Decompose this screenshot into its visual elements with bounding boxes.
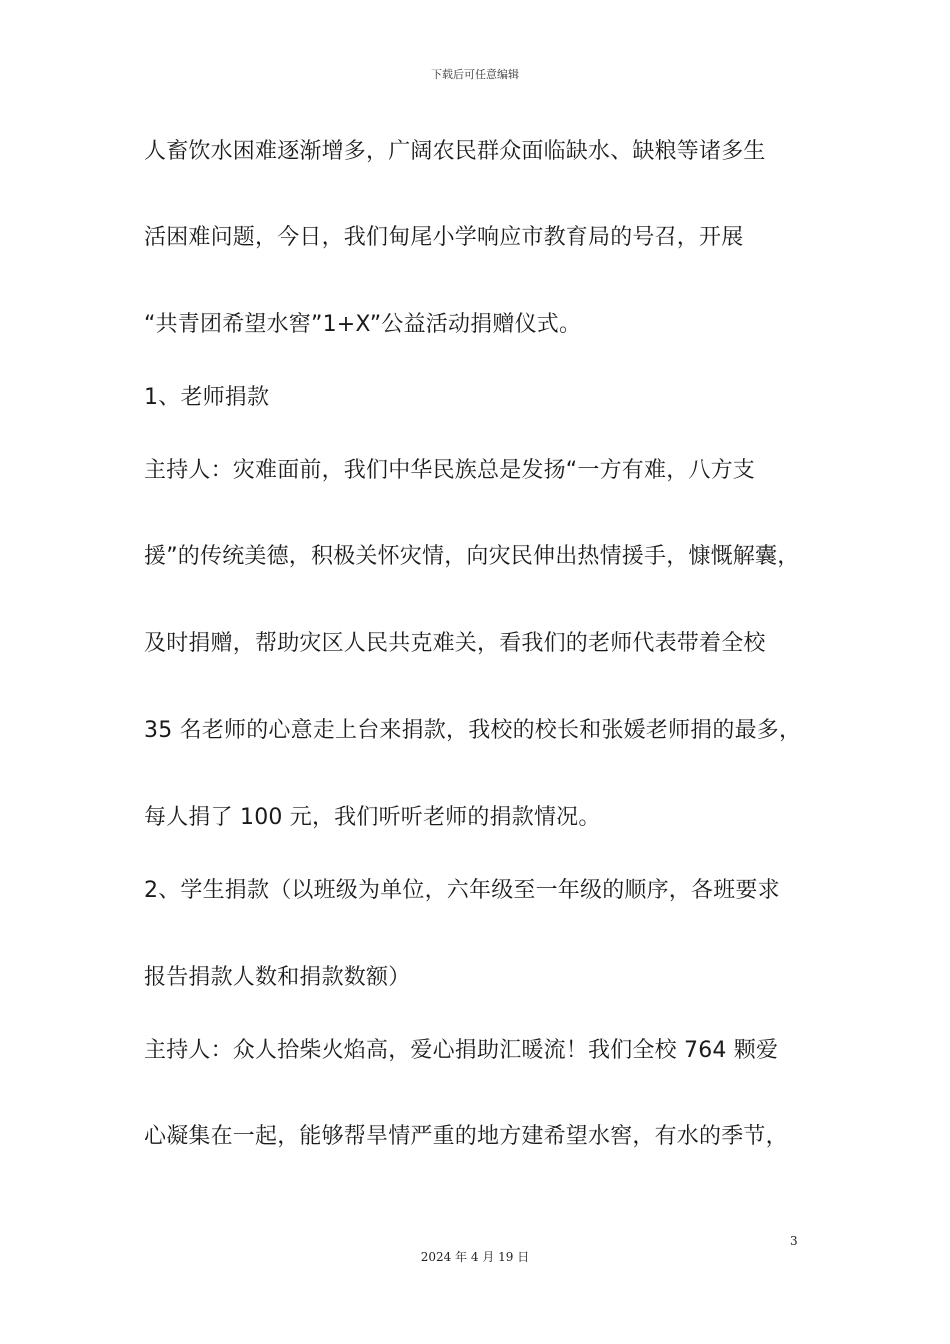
text-line: “共青团希望水窖”1+X”公益活动捐赠仪式。 (144, 312, 582, 337)
text-line: 35 名老师的心意走上台来捐款，我校的校长和张媛老师捐的最多， (144, 718, 802, 743)
text-line: 主持人：众人拾柴火焰高，爱心捐助汇暖流！我们全校 764 颗爱 (144, 1038, 779, 1063)
page-header: 下载后可任意编辑 (431, 68, 519, 81)
text-line: 活困难问题，今日，我们甸尾小学响应市教育局的号召，开展 (144, 225, 744, 250)
text-line: 每人捐了 100 元，我们听听老师的捐款情况。 (144, 805, 601, 830)
text-line: 心凝集在一起，能够帮旱情严重的地方建希望水窖，有水的季节， (144, 1124, 788, 1149)
text-line: 及时捐赠，帮助灾区人民共克难关，看我们的老师代表带着全校 (144, 631, 766, 656)
text-line: 人畜饮水困难逐渐增多，广阔农民群众面临缺水、缺粮等诸多生 (144, 139, 766, 164)
section-heading: 2、学生捐款（以班级为单位，六年级至一年级的顺序，各班要求 (144, 878, 780, 903)
text-line: 报告捐款人数和捐款数额） (144, 965, 411, 990)
text-line: 主持人：灾难面前，我们中华民族总是发扬“一方有难，八方支 (144, 458, 755, 483)
section-heading: 1、老师捐款 (144, 385, 270, 410)
text-line: 援”的传统美德，积极关怀灾情，向灾民伸出热情援手，慷慨解囊， (144, 544, 800, 569)
page-number: 3 (790, 1234, 798, 1248)
footer-date: 2024 年 4 月 19 日 (420, 1250, 530, 1264)
